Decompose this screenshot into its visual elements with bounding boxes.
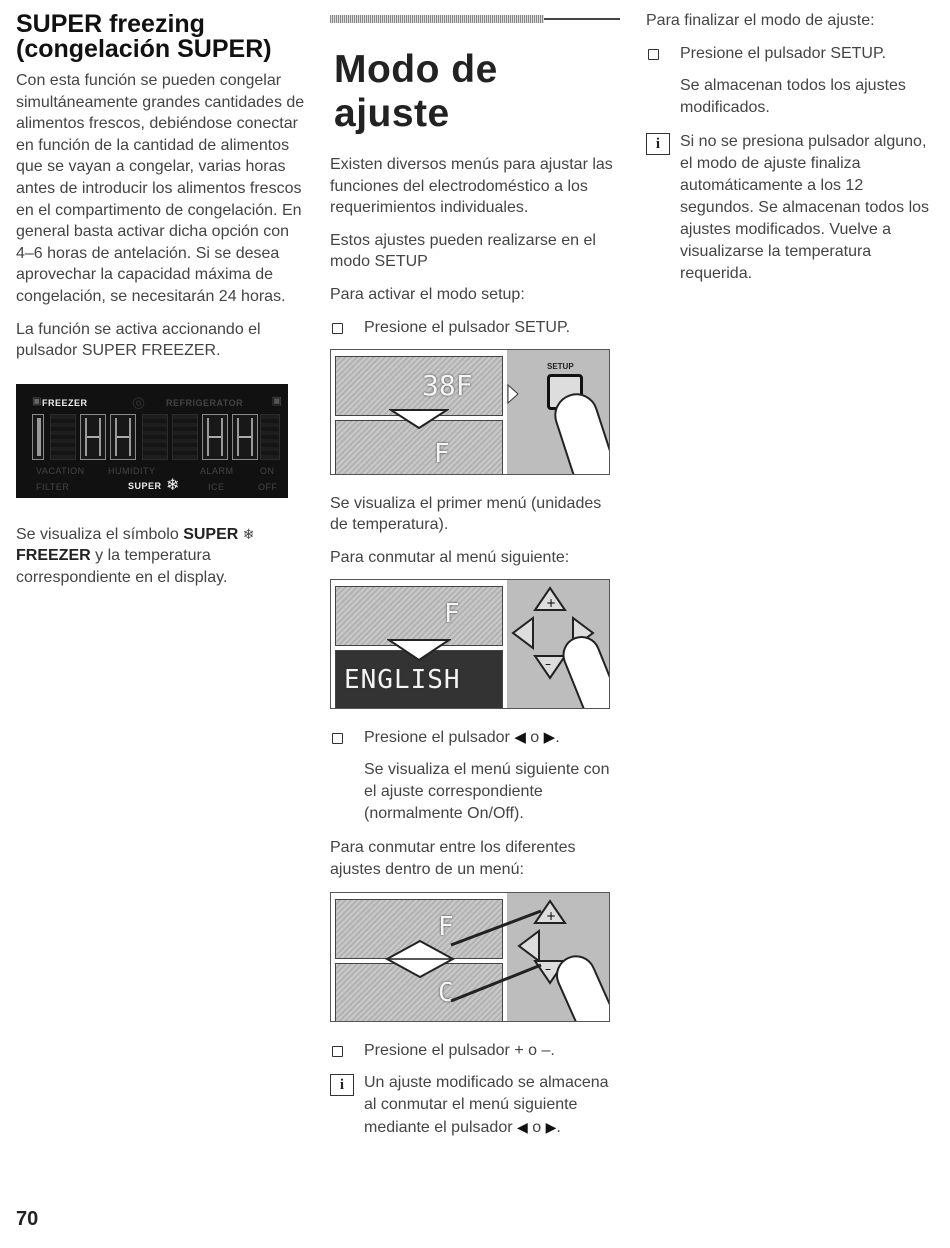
step-text: o [525,729,544,747]
panel-on-label: ON [260,465,275,476]
left-triangle-icon: ◀ [514,729,526,747]
page-number: 70 [16,1208,39,1230]
super-freezing-description: Con esta función se pueden congelar simultáneamente grandes cantidades de alimentos frescos, debiéndose conectar en función de la cantidad de alimentos que se vayan a congelar, varias horas antes de introducir los alimentos frescos en el compartimento de congelación. En general basta activar dicha opción con 4–6 horas de antelación. Si se desea aprovechar la capacidad máxima de congelación, se necesitarán 24 horas. [16,72,305,305]
rule-hatch [330,15,544,23]
step-press-plus-minus [330,1040,620,1062]
snowflake-small-icon: ▣ [32,395,42,407]
info-text: o [527,1118,546,1136]
page-title: Modo de ajuste [334,48,498,135]
step-text: . [555,729,560,747]
down-arrow-icon [387,638,451,662]
panel-humidity-label: HUMIDITY [108,465,156,476]
display-digit [110,414,136,460]
finish-setup-lead: Para finalizar el modo de ajuste: [646,12,875,29]
next-menu-lead: Para conmutar al menú siguiente: [330,548,570,566]
plus-button-icon[interactable] [533,586,567,612]
display-digit [260,414,280,460]
lcd-bottom-text: F [434,438,450,469]
right-triangle-icon: ▶ [545,1118,557,1135]
step-text: Presione el pulsador + o –. [364,1041,555,1059]
panel-super-label: SUPER [128,480,162,491]
indicator-icon: ▣ [271,394,282,407]
figure-menu-navigation [330,579,610,709]
text-fragment: Se visualiza el símbolo [16,525,184,543]
lcd-top-text: F [444,599,460,630]
panel-filter-label: FILTER [36,481,70,492]
super-label: SUPER [183,525,239,543]
info-text: Si no se presiona pulsador alguno, el modo de ajuste finaliza automáticamente a los 12 segundos. Se almacenan todos los ajustes modificados. Vuelve a visualizarse la temperatura requerida. [680,132,930,282]
left-triangle-icon: ◀ [516,1118,528,1135]
svg-text:–: – [545,961,551,976]
panel-vacation-label: VACATION [36,465,85,476]
step-press-arrows [330,727,620,749]
column-right [646,10,938,295]
setup-button-label: SETUP [547,361,574,371]
section-heading-super-freezing: SUPER freezing (congelación SUPER) [16,10,272,63]
checkbox-bullet-icon [332,1046,343,1057]
column-left [16,0,306,600]
display-digit [172,414,198,460]
right-arrow-icon [507,384,519,404]
step-text: Presione el pulsador SETUP. [680,44,887,62]
lcd-top [335,356,503,416]
pointer-lines-icon [447,901,557,1011]
lcd-top-text: F [438,911,454,942]
info-note-timeout [646,131,938,285]
lcd-bottom-text: C [438,977,454,1008]
display-digit [232,414,258,460]
section-rule [330,18,620,20]
figure-settings-change [330,892,610,1022]
info-text: . [556,1118,561,1136]
checkbox-bullet-icon [332,323,343,334]
lcd-top-text: 38F [422,368,473,402]
panel-off-label: OFF [258,481,278,492]
snowflake-inline-icon: ❄ [242,525,255,542]
checkbox-bullet-icon [332,733,343,744]
first-menu-note: Se visualiza el primer menú (unidades de temperatura). [330,494,602,534]
step-text: Presione el pulsador SETUP. [364,318,571,336]
lcd-top [335,586,503,646]
svg-text:–: – [545,657,551,672]
info-text: Un ajuste modificado se almacena al conmutar el menú siguiente mediante el pulsador [364,1073,609,1136]
setup-mode-note: Estos ajustes pueden realizarse en el modo SETUP [330,231,596,271]
svg-text:+: + [546,908,557,923]
panel-refrigerator-label: REFRIGERATOR [166,397,244,408]
super-freezer-display-note [16,524,306,589]
step-press-setup-finish [646,43,938,65]
display-digit [32,414,44,460]
info-note-saved [330,1072,620,1139]
snowflake-icon: ❄ [166,476,180,494]
left-arrow-icon[interactable] [511,616,535,650]
freezer-label: FREEZER [16,547,91,565]
text-fragment: y la temperatura correspondiente en el display. [16,547,228,586]
up-down-arrow-icon [385,939,455,979]
panel-freezer-label: FREEZER [42,397,88,408]
display-digit [142,414,168,460]
info-icon: i [330,1074,354,1096]
display-digit [50,414,76,460]
figure-setup-button [330,349,610,475]
info-icon: i [646,133,670,155]
next-menu-result: Se visualiza el menú siguiente con el ajuste correspondiente (normalmente On/Off). [364,761,610,823]
panel-ice-label: ICE [208,481,225,492]
freezer-display-panel [16,384,288,498]
step-text: Presione el pulsador [364,729,515,747]
activate-setup-lead: Para activar el modo setup: [330,285,525,303]
target-icon: ◎ [132,393,146,411]
step-press-setup [330,317,620,339]
column-middle [330,0,620,1149]
display-digit [202,414,228,460]
super-freezing-activation: La función se activa accionando el pulsador SUPER FREEZER. [16,320,261,360]
setup-intro: Existen diversos menús para ajustar las funciones del electrodoméstico a los requerimientos individuales. [330,156,613,217]
checkbox-bullet-icon [648,49,659,60]
right-triangle-icon: ▶ [543,729,556,747]
down-arrow-icon [389,408,449,430]
switch-settings-lead: Para conmutar entre los diferentes ajustes dentro de un menú: [330,839,576,878]
panel-alarm-label: ALARM [200,465,234,476]
settings-saved-note: Se almacenan todos los ajustes modificados. [680,76,906,116]
lcd-bottom-text: ENGLISH [344,665,461,696]
display-digit [80,414,106,460]
svg-text:+: + [546,596,557,611]
